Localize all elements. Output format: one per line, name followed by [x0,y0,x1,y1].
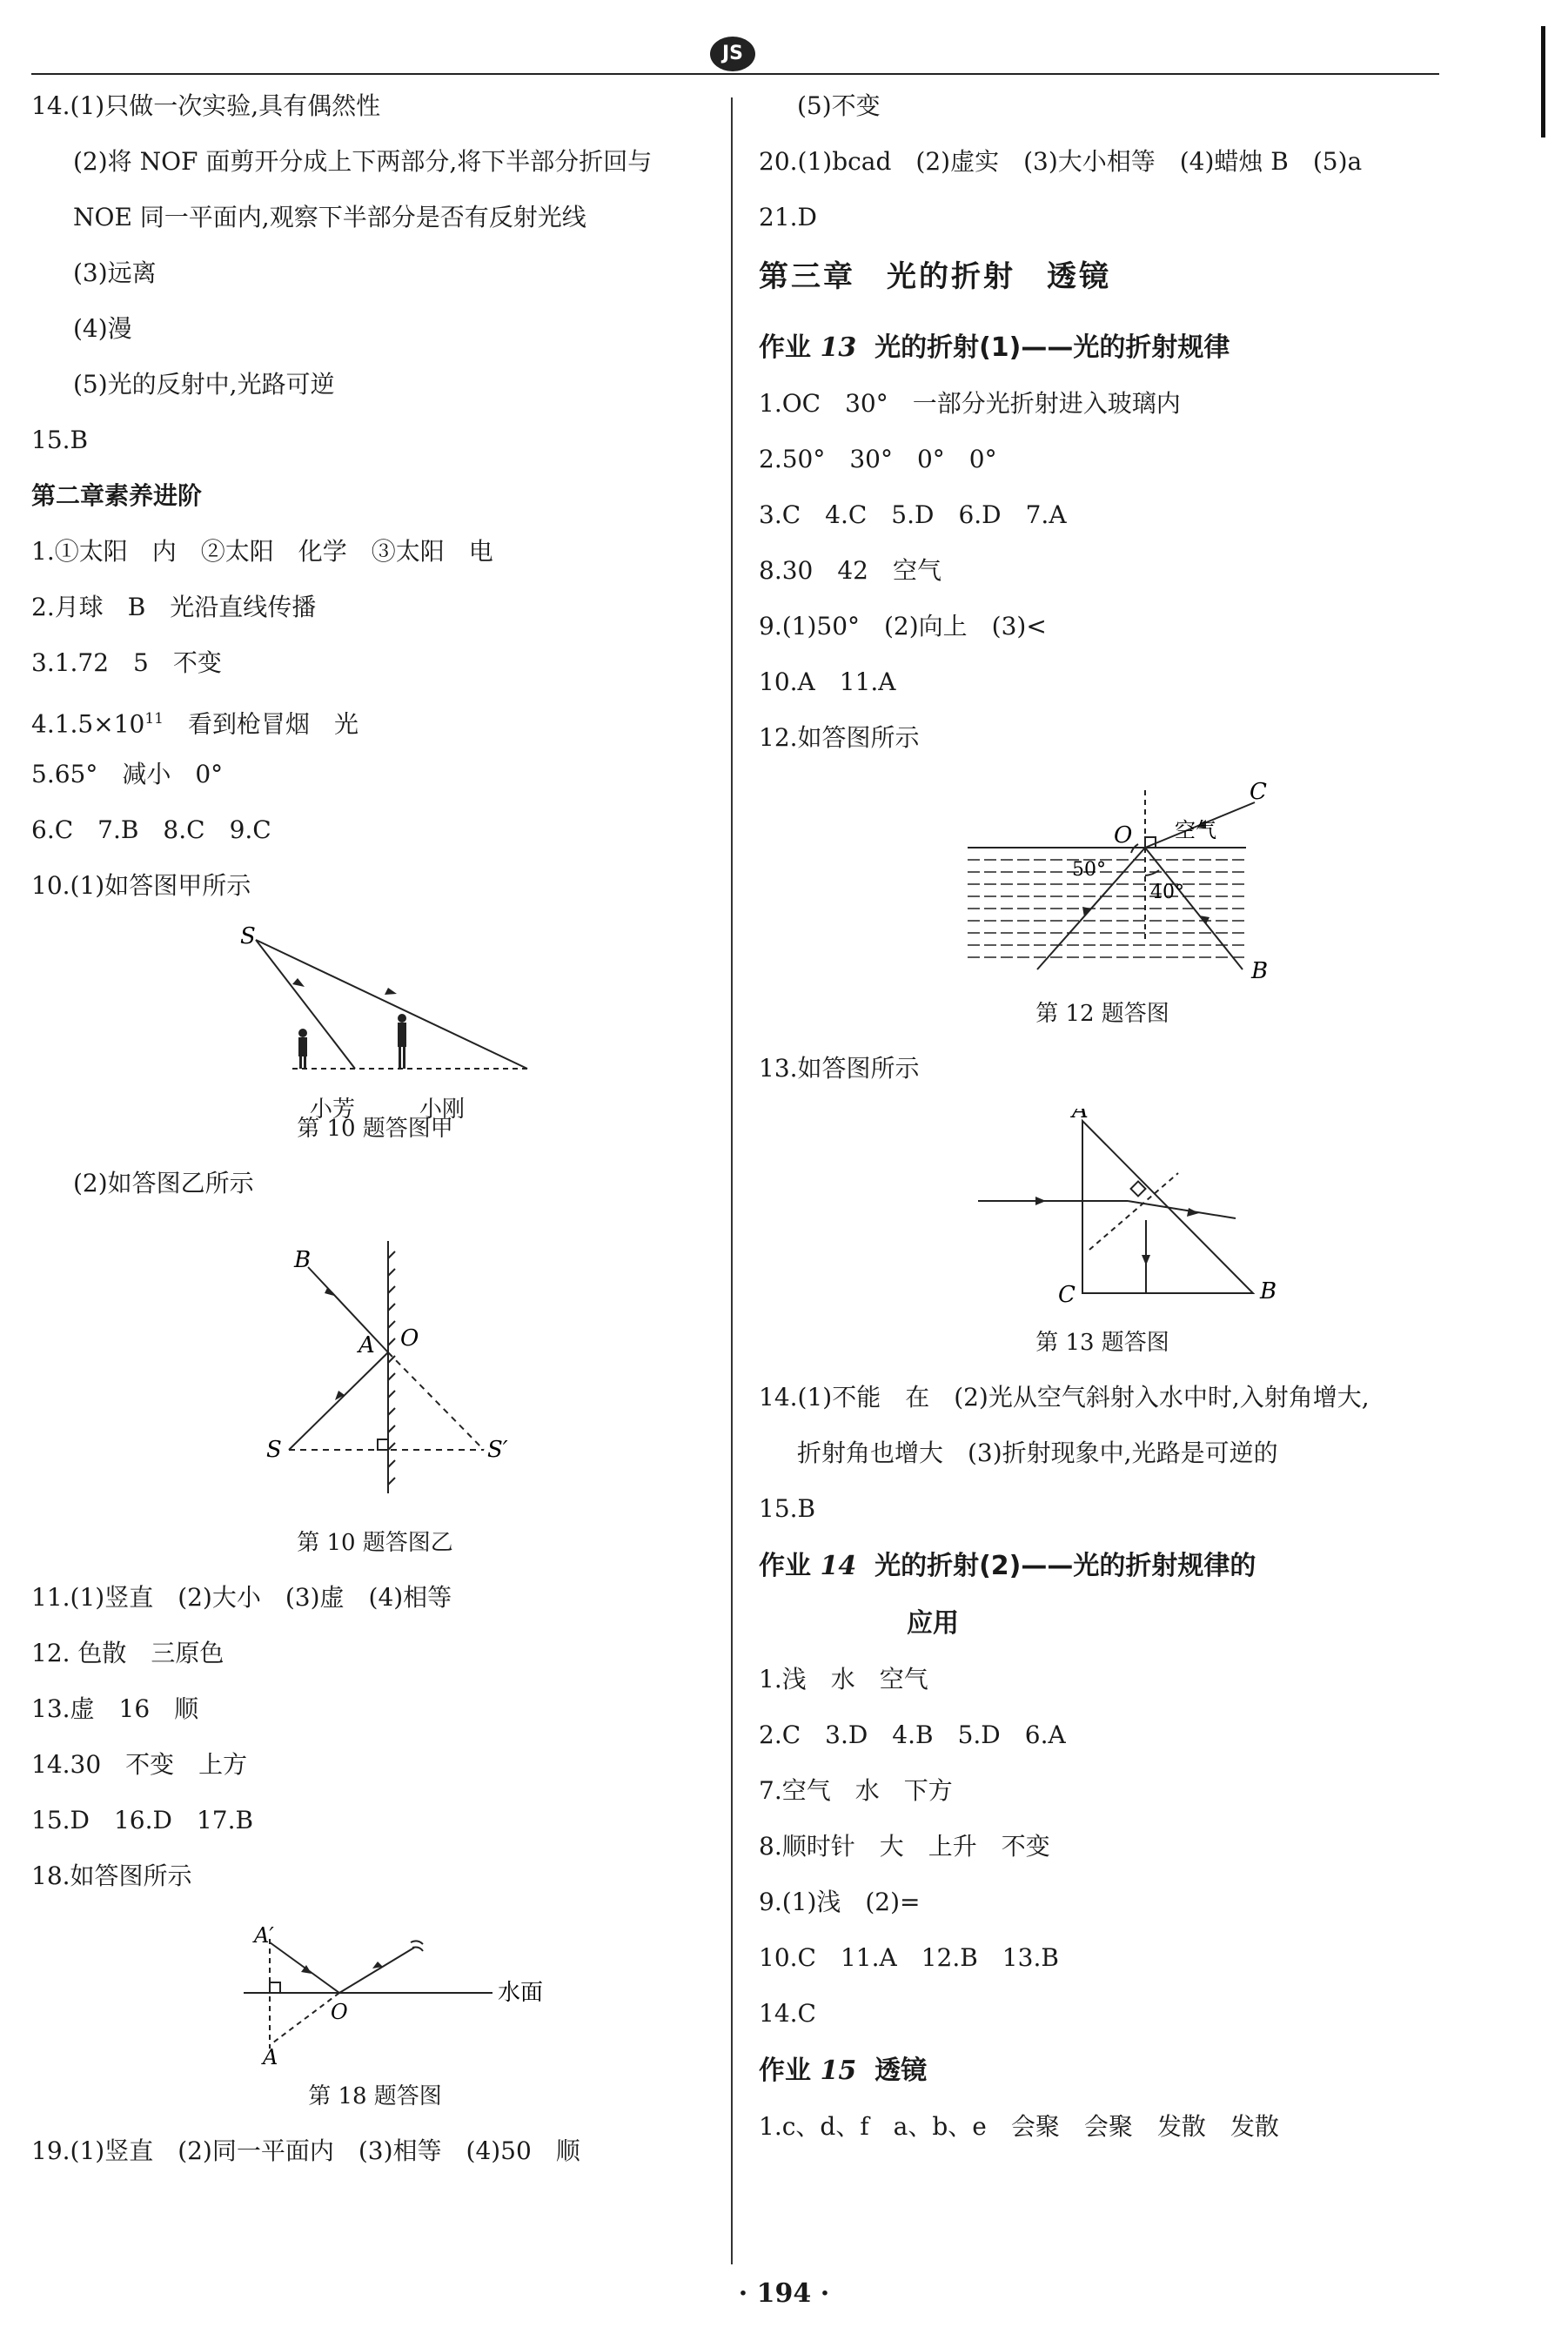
hw-number: 15 [820,2056,857,2086]
label-s: S [266,1437,282,1463]
answer-line: (4)漫 [73,314,132,343]
figure-caption: 第 18 题答图 [308,2083,442,2109]
answer-line: (2)将 NOF 面剪开分成上下两部分,将下半部分折回与 [73,147,653,176]
chapter-topic: 光的折射 [887,259,1015,294]
right-column [759,91,1446,2167]
label-b: B [294,1247,312,1273]
homework-heading [759,1549,1446,1584]
hw-number: 13 [820,332,857,363]
hw-number: 14 [820,1551,857,1581]
figure-13 [759,1109,1446,1311]
answer-line: 15.B [759,1494,816,1523]
answer-line: 20.(1)bcad (2)虚实 (3)大小相等 (4)蜡烛 B (5)a [759,147,1363,176]
answer-line: 18.如答图所示 [31,1861,192,1890]
hw-title: 光的折射(2)——光的折射规律的 [874,1551,1256,1581]
figure-caption: 第 12 题答图 [1035,1001,1169,1027]
answer-line: 15.B [31,426,89,454]
figure-18 [31,1916,719,2064]
left-column [31,91,719,2191]
answer-line: 2.50° 30° 0° 0° [759,445,997,473]
refraction-diagram [759,778,1446,982]
figure-caption: 第 10 题答图乙 [297,1530,453,1556]
answer-line: 10.(1)如答图甲所示 [31,871,251,900]
answer-line: 7.空气 水 下方 [759,1776,953,1805]
label-b: B [1260,1278,1277,1304]
chapter-title [759,258,1446,296]
chapter-number: 第三章 [759,259,855,294]
column-divider [731,97,733,2264]
answer-line: 1.浅 水 空气 [759,1665,928,1693]
answer-line: 9.(1)浅 (2)= [759,1888,921,1916]
label-b: B [1251,958,1269,982]
label-s-image: S′ [487,1437,508,1463]
answer-line: (3)远离 [73,258,157,287]
answer-line: 13.虚 16 顺 [31,1694,199,1723]
answer-line: 8.顺时针 大 上升 不变 [759,1832,1050,1861]
person-label-1: 小芳 [310,1097,356,1123]
label-a-prime: A′ [254,1923,274,1948]
figure-caption: 第 10 题答图甲 [297,1116,453,1142]
homework-heading [759,331,1446,366]
answer-line: 15.D 16.D 17.B [31,1806,254,1834]
label-water-surface: 水面 [498,1980,544,2006]
answer-line: 6.C 7.B 8.C 9.C [31,815,271,844]
answer-line: 8.30 42 空气 [759,556,941,585]
shadow-diagram [31,926,719,1079]
homework-heading [759,2054,1446,2089]
answer-line: 折射角也增大 (3)折射现象中,光路是可逆的 [797,1439,1278,1467]
angle-refraction: 40° [1150,882,1184,903]
answer-line: 14.(1)不能 在 (2)光从空气斜射入水中时,入射角增大, [759,1383,1370,1412]
answer-text: 4.1.5×10 [31,709,145,739]
exponent: 11 [144,710,164,728]
answer-line: (5)不变 [797,91,881,120]
answer-line: 21.D [759,203,817,231]
hw-title: 透镜 [874,2056,928,2086]
chapter-topic: 透镜 [1047,259,1111,294]
header-rule [31,73,1439,75]
answer-line: 5.65° 减小 0° [31,760,224,788]
label-o: O [1114,822,1133,848]
answer-line: 2.月球 B 光沿直线传播 [31,593,317,621]
figure-10b [31,1224,719,1511]
water-reflection-diagram [31,1916,719,2064]
answer-line: 14.30 不变 上方 [31,1750,248,1779]
answer-line: 13.如答图所示 [759,1054,920,1083]
answer-line: 1.c、d、f a、b、e 会聚 会聚 发散 发散 [759,2112,1279,2141]
answer-line: 3.1.72 5 不变 [31,648,222,677]
answer-text: 看到枪冒烟 光 [163,709,358,739]
answer-line: 3.C 4.C 5.D 6.D 7.A [759,500,1067,529]
answer-line: 10.C 11.A 12.B 13.B [759,1943,1059,1972]
angle-incidence: 50° [1072,859,1106,881]
answer-line: 11.(1)竖直 (2)大小 (3)虚 (4)相等 [31,1583,452,1612]
answer-line: 12. 色散 三原色 [31,1639,224,1667]
hw-prefix: 作业 [759,2056,811,2086]
answer-line: 9.(1)50° (2)向上 (3)< [759,612,1047,641]
answer-line: 1.①太阳 内 ②太阳 化学 ③太阳 电 [31,537,493,566]
label-a: A [1072,1109,1089,1123]
answer-line: 10.A 11.A [759,667,896,696]
figure-caption: 第 13 题答图 [1035,1330,1169,1356]
section-heading: 第二章素养进阶 [31,481,203,510]
answer-line [31,703,719,739]
homework-heading-continued: 应用 [907,1608,959,1639]
label-c: C [1250,779,1267,805]
answer-line: 2.C 3.D 4.B 5.D 6.A [759,1720,1066,1749]
label-s: S [240,926,256,949]
answer-line: (5)光的反射中,光路可逆 [73,370,335,399]
answer-line: 1.OC 30° 一部分光折射进入玻璃内 [759,389,1181,418]
answer-line: 14.C [759,1999,816,2028]
edge-mark [1541,26,1545,137]
hw-prefix: 作业 [759,1551,811,1581]
mirror-diagram [31,1224,719,1511]
publisher-logo: JS [710,37,755,71]
label-a: A [358,1332,375,1358]
answer-line: NOE 同一平面内,观察下半部分是否有反射光线 [73,203,586,231]
page-number: · 194 · [738,2278,830,2309]
answer-line: 14.(1)只做一次实验,具有偶然性 [31,91,381,120]
prism-diagram [759,1109,1446,1311]
label-c: C [1058,1282,1075,1308]
label-o: O [331,2000,348,2024]
answer-line: 12.如答图所示 [759,723,920,752]
label-a: A [263,2045,278,2064]
label-o: O [400,1325,419,1351]
figure-10a [31,926,719,1079]
hw-prefix: 作业 [759,332,811,363]
answer-line: (2)如答图乙所示 [73,1169,254,1197]
answer-line: 19.(1)竖直 (2)同一平面内 (3)相等 (4)50 顺 [31,2136,580,2165]
label-air: 空气 [1175,818,1216,842]
figure-12 [759,778,1446,982]
hw-title: 光的折射(1)——光的折射规律 [874,332,1230,363]
person-label-2: 小刚 [419,1097,466,1123]
